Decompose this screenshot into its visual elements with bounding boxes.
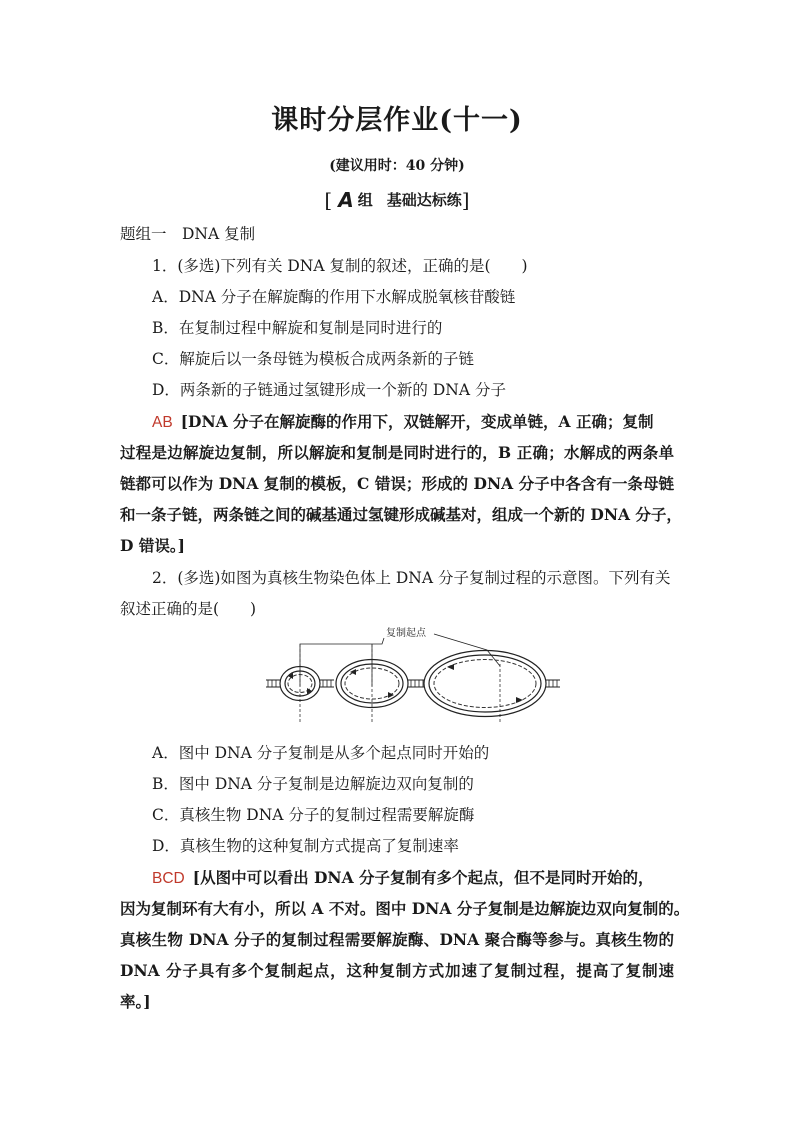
group-label: 组 — [357, 191, 373, 209]
q1-option-a: A．DNA 分子在解旋酶的作用下水解成脱氧核苷酸链 — [152, 288, 516, 306]
q2-answer: BCD — [152, 870, 185, 887]
group-title: 基础达标练 — [386, 191, 462, 209]
q1-explanation-line-3: 链都可以作为 DNA 复制的模板，C 错误；形成的 DNA 分子中各含有一条母链 — [120, 474, 674, 493]
q1-option-b: B．在复制过程中解旋和复制是同时进行的 — [152, 319, 443, 337]
section-title: 题组一 DNA 复制 — [120, 225, 256, 243]
q2-explanation-line-2: 因为复制环有大有小，所以 A 不对。图中 DNA 分子复制是边解旋边双向复制的。 — [120, 899, 690, 918]
q2-option-c: C．真核生物 DNA 分子的复制过程需要解旋酶 — [152, 806, 475, 824]
q2-stem-line-1: 2．(多选)如图为真核生物染色体上 DNA 分子复制过程的示意图。下列有关 — [152, 569, 671, 587]
suggested-time: (建议用时：40 分钟) — [329, 158, 465, 174]
q1-explanation-line-2: 过程是边解旋边复制，所以解旋和复制是同时进行的，B 正确；水解成的两条单 — [120, 443, 674, 462]
replication-bubbles — [280, 651, 546, 717]
replication-origin-label: 复制起点 — [386, 628, 426, 639]
daughter-strands — [288, 660, 536, 708]
q2-explanation-line-5: 率。] — [120, 992, 151, 1011]
group-letter: A — [338, 188, 354, 212]
q1-explanation-line-1: AB [DNA 分子在解旋酶的作用下，双链解开，变成单链，A 正确；复制 — [152, 412, 654, 431]
q2-explanation-line-4: DNA 分子具有多个复制起点，这种复制方式加速了复制过程，提高了复制速 — [120, 961, 674, 980]
q1-stem: 1．(多选)下列有关 DNA 复制的叙述，正确的是( ) — [152, 257, 528, 275]
group-bracket-right: ] — [461, 188, 470, 212]
q2-option-a: A．图中 DNA 分子复制是从多个起点同时开始的 — [152, 744, 490, 762]
dna-replication-diagram — [262, 624, 562, 724]
dna-double-strand — [266, 680, 560, 687]
q2-explanation-line-1: BCD [从图中可以看出 DNA 分子复制有多个起点，但不是同时开始的， — [152, 868, 654, 887]
q2-option-b: B．图中 DNA 分子复制是边解旋边双向复制的 — [152, 775, 474, 793]
group-bracket-left: [ — [324, 188, 333, 212]
q2-stem-line-2: 叙述正确的是( ) — [120, 600, 257, 618]
group-heading — [0, 188, 794, 212]
q1-option-d: D．两条新的子链通过氢键形成一个新的 DNA 分子 — [152, 381, 506, 399]
q1-answer: AB — [152, 414, 173, 431]
q1-explanation-line-5: D 错误。] — [120, 536, 185, 555]
q2-option-d: D．真核生物的这种复制方式提高了复制速率 — [152, 837, 459, 855]
q1-option-c: C．解旋后以一条母链为模板合成两条新的子链 — [152, 350, 474, 368]
q2-explanation-line-3: 真核生物 DNA 分子的复制过程需要解旋酶、DNA 聚合酶等参与。真核生物的 — [120, 930, 674, 949]
page-title: 课时分层作业(十一) — [271, 105, 523, 136]
q1-explanation-line-4: 和一条子链，两条链之间的碱基通过氢键形成碱基对，组成一个新的 DNA 分子， — [120, 505, 682, 524]
